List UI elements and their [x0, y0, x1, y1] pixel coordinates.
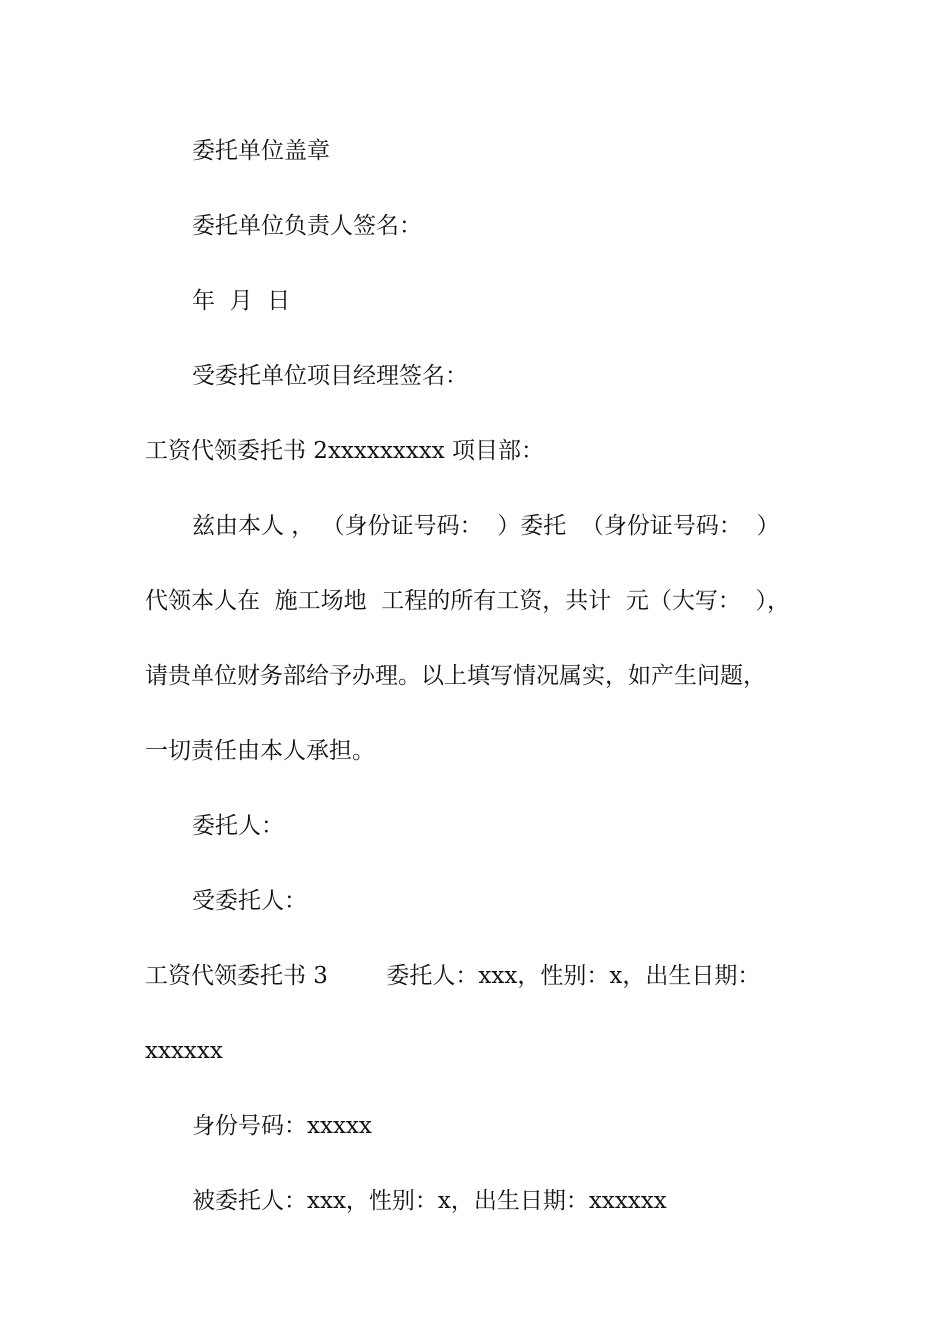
agent-info-line: 被委托人：xxx，性别：x，出生日期：xxxxxx [192, 1188, 667, 1214]
birthdate-value: xxxxxx [145, 1038, 223, 1064]
principal-label: 委托人： [192, 813, 284, 839]
date-line: 年 月 日 [192, 288, 291, 314]
id-number-line: 身份号码：xxxxx [192, 1113, 372, 1139]
project-manager-signature-label: 受委托单位项目经理签名： [192, 363, 468, 389]
unit-seal-label: 委托单位盖章 [192, 138, 330, 164]
unit-head-signature-label: 委托单位负责人签名： [192, 213, 422, 239]
section-heading-2: 工资代领委托书 2xxxxxxxxx 项目部： [145, 438, 544, 464]
paragraph-line: 请贵单位财务部给予办理。以上填写情况属实，如产生问题， [145, 663, 766, 689]
paragraph-line: 一切责任由本人承担。 [145, 738, 375, 764]
agent-label: 受委托人： [192, 888, 307, 914]
section-heading-3: 工资代领委托书 3 委托人：xxx，性别：x，出生日期： [145, 963, 761, 989]
paragraph-line: 兹由本人 ， （身份证号码： ）委托 （身份证号码： ） [192, 513, 780, 539]
paragraph-line: 代领本人在 施工场地 工程的所有工资，共计 元（大写： ）， [145, 588, 790, 614]
